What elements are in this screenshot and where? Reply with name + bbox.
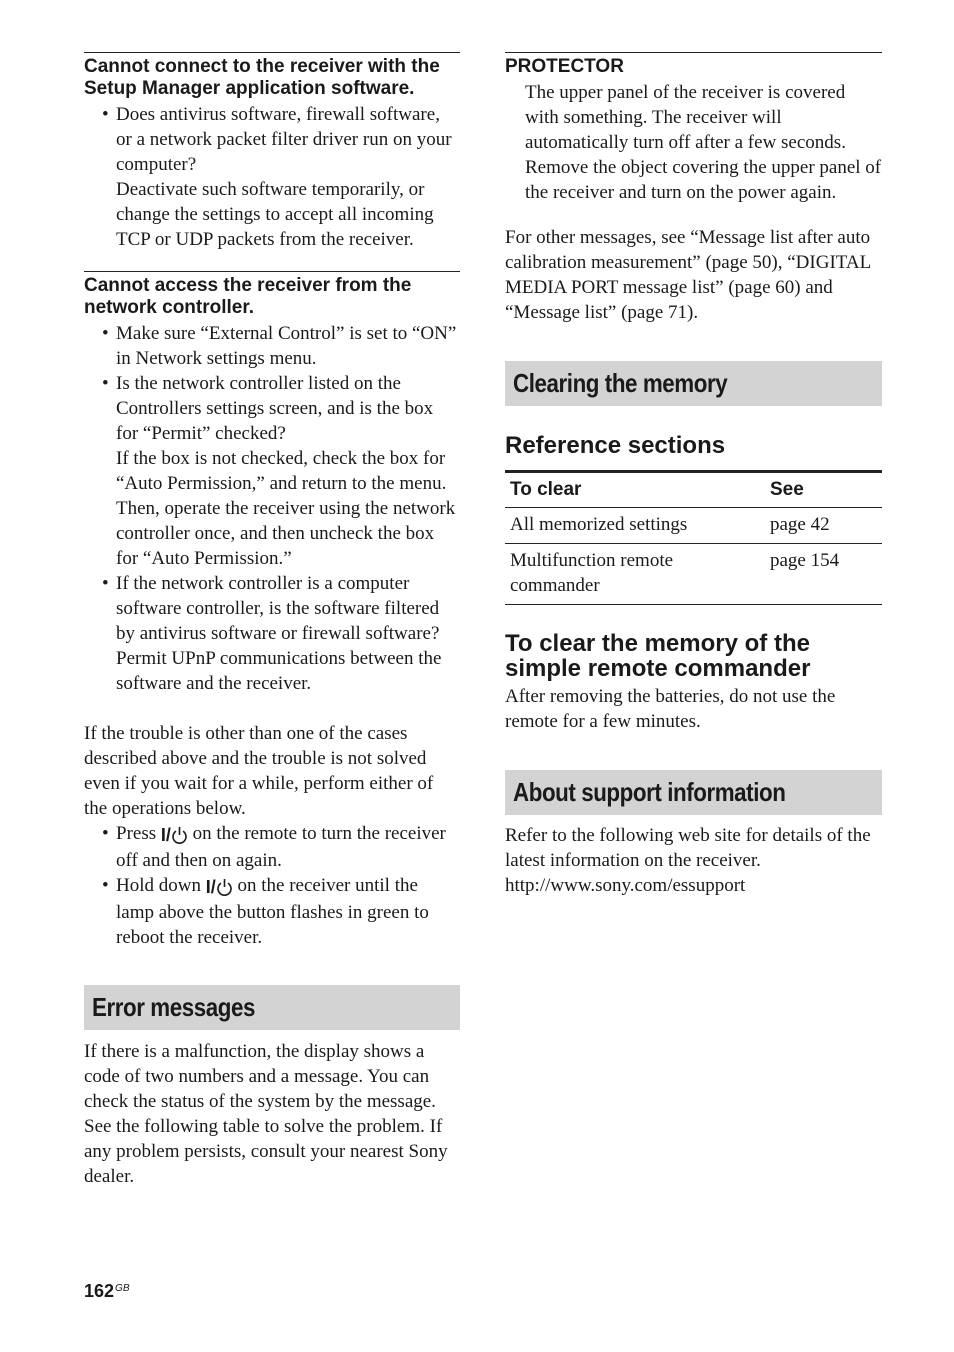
section-banner-support-information (505, 770, 882, 815)
other-messages-text: For other messages, see “Message list after auto calibration measurement” (page 50), “DIGITAL MEDIA PORT message list” (page 60) and “Message list” (page 71). (505, 227, 871, 323)
table-row (505, 508, 882, 544)
table-header-row (505, 472, 882, 508)
topic-network-controller (84, 271, 460, 696)
bullet-text: • Does antivirus software, firewall software, or a network packet filter driver run on your computer? (116, 104, 452, 175)
clear-simple-remote-heading: To clear the memory of the simple remote commander (505, 630, 811, 682)
bullet-detail: Deactivate such software temporarily, or change the settings to accept all incoming TCP or UDP packets from the receiver. (116, 179, 434, 250)
section-title: Error messages (92, 992, 256, 1022)
bullet-list (84, 321, 460, 696)
topic-heading: Cannot connect to the receiver with the Setup Manager application software. (84, 56, 440, 99)
right-column (505, 52, 882, 898)
section-title: Clearing the memory (513, 368, 728, 398)
table-cell: page 42 (765, 508, 882, 544)
power-icon (161, 823, 188, 848)
page-number-value: 162 (84, 1281, 115, 1301)
list-item (84, 571, 460, 696)
list-item (84, 873, 460, 950)
list-item (84, 371, 460, 571)
support-url-link[interactable]: http://www.sony.com/essupport (505, 875, 746, 896)
page-number-suffix: GB (115, 1283, 130, 1294)
power-symbol-text: I/ (205, 877, 216, 897)
reference-sections-heading: Reference sections (505, 432, 726, 459)
table-cell: Multifunction remote commander (505, 544, 765, 605)
section-title: About support information (513, 777, 786, 807)
column-header: To clear (505, 472, 765, 508)
power-symbol-text: I/ (160, 825, 171, 845)
topic-heading: PROTECTOR (505, 56, 624, 77)
page-number (84, 1281, 130, 1302)
bullet-text-pre: Hold down (116, 875, 201, 896)
bullet-detail: Permit UPnP communications between the software and the receiver. (116, 648, 442, 694)
section-banner-clearing-memory (505, 361, 882, 406)
standby-icon (171, 826, 188, 845)
power-icon (206, 875, 233, 900)
bullet-text: • Is the network controller listed on the Controllers settings screen, and is the box for “Permit” checked? (116, 373, 434, 444)
bullet-text-pre: Press (116, 823, 157, 844)
topic-protector (505, 52, 882, 205)
section-banner-error-messages (84, 985, 460, 1030)
trouble-section (84, 721, 460, 950)
operation-list (84, 821, 460, 950)
standby-icon (216, 878, 233, 897)
bullet-text-post: on the remote to turn the receiver off and then on again. (116, 823, 446, 871)
list-item (84, 102, 460, 252)
column-header: See (765, 472, 882, 508)
bullet-list (84, 102, 460, 252)
list-item (84, 821, 460, 873)
table-cell: All memorized settings (505, 508, 765, 544)
left-column (84, 52, 460, 1189)
support-body: Refer to the following web site for details of the latest information on the receiver. (505, 825, 871, 871)
bullet-text: • If the network controller is a computer software controller, is the software filtered by antivirus software or firewall software? (116, 573, 440, 644)
protector-body: The upper panel of the receiver is covered with something. The receiver will automatically turn off after a few seconds. Remove the object covering the upper panel of the receiver and turn on the power again. (525, 82, 882, 203)
trouble-intro: If the trouble is other than one of the cases described above and the trouble is not solved even if you wait for a while, perform either of the operations below. (84, 723, 434, 819)
bullet-text-post: on the receiver until the lamp above the button flashes in green to reboot the receiver. (116, 875, 429, 948)
clear-simple-remote-body: After removing the batteries, do not use the remote for a few minutes. (505, 686, 836, 732)
list-item (84, 321, 460, 371)
topic-heading: Cannot access the receiver from the network controller. (84, 275, 412, 318)
error-messages-body: If there is a malfunction, the display shows a code of two numbers and a message. You can check the status of the system by the message. See the following table to solve the problem. If any problem persists, consult your nearest Sony dealer. (84, 1041, 448, 1187)
table-row (505, 544, 882, 605)
bullet-text: • Make sure “External Control” is set to “ON” in Network settings menu. (116, 323, 457, 369)
topic-setup-manager (84, 52, 460, 252)
reference-table (505, 470, 882, 605)
table-cell: page 154 (765, 544, 882, 605)
bullet-detail: If the box is not checked, check the box for “Auto Permission,” and return to the menu. Then, operate the receiver using the network controller once, and then uncheck the box for “Auto Permission.” (116, 448, 456, 569)
